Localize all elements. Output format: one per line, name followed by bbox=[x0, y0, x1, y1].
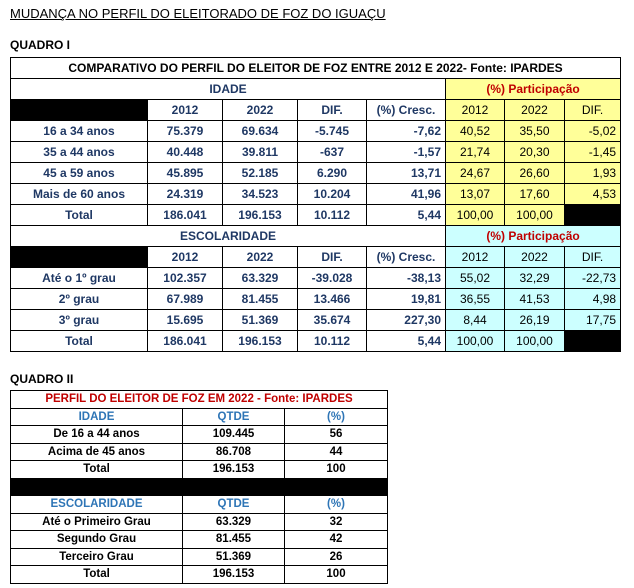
cell-p2022: 35,50 bbox=[505, 121, 565, 142]
cell-qtde: 63.329 bbox=[183, 513, 285, 531]
idade-participacao-header: (%) Participação bbox=[446, 79, 621, 100]
escolaridade-column-header-row bbox=[11, 247, 621, 268]
cell-2022: 69.634 bbox=[223, 121, 298, 142]
table-row bbox=[11, 289, 621, 310]
cell-pdif: 4,53 bbox=[565, 184, 621, 205]
row-label: 3º grau bbox=[11, 310, 148, 331]
cell-p2022: 100,00 bbox=[505, 331, 565, 352]
cell-dif: 10.112 bbox=[298, 331, 367, 352]
cell-qtde: 51.369 bbox=[183, 548, 285, 566]
cell-2012: 24.319 bbox=[148, 184, 223, 205]
cell-pdif: -1,45 bbox=[565, 142, 621, 163]
cell-2012: 186.041 bbox=[148, 205, 223, 226]
cell-dif: 10.112 bbox=[298, 205, 367, 226]
col-p2012: 2012 bbox=[446, 247, 505, 268]
quadro-2-title: PERFIL DO ELEITOR DE FOZ EM 2022 - Fonte: IPARDES bbox=[11, 391, 388, 409]
cell-dif: -39.028 bbox=[298, 268, 367, 289]
row-label: 16 a 34 anos bbox=[11, 121, 148, 142]
cell-p2012: 36,55 bbox=[446, 289, 505, 310]
cell-cresc: 13,71 bbox=[367, 163, 446, 184]
table-row bbox=[11, 443, 388, 461]
cell-p2012: 24,67 bbox=[446, 163, 505, 184]
col-2012: 2012 bbox=[148, 247, 223, 268]
cell-2022: 51.369 bbox=[223, 310, 298, 331]
row-label: Total bbox=[11, 461, 183, 479]
q2-col-pct: (%) bbox=[285, 408, 388, 426]
row-label: Até o Primeiro Grau bbox=[11, 513, 183, 531]
cell-p2012: 8,44 bbox=[446, 310, 505, 331]
col-2022: 2022 bbox=[223, 100, 298, 121]
cell-p2012: 100,00 bbox=[446, 205, 505, 226]
quadro-2-title-row bbox=[11, 391, 388, 409]
table-row bbox=[11, 163, 621, 184]
col-pdif: DIF. bbox=[565, 247, 621, 268]
cell-2022: 81.455 bbox=[223, 289, 298, 310]
cell-pct: 32 bbox=[285, 513, 388, 531]
cell-dif: 13.466 bbox=[298, 289, 367, 310]
cell-pdif: -5,02 bbox=[565, 121, 621, 142]
cell-p2012: 40,52 bbox=[446, 121, 505, 142]
cell-p2022: 26,19 bbox=[505, 310, 565, 331]
cell-p2012: 100,00 bbox=[446, 331, 505, 352]
table-row bbox=[11, 513, 388, 531]
cell-pct: 26 bbox=[285, 548, 388, 566]
row-label: Total bbox=[11, 566, 183, 584]
cell-2022: 39.811 bbox=[223, 142, 298, 163]
table-row bbox=[11, 310, 621, 331]
cell-cresc: 5,44 bbox=[367, 205, 446, 226]
cell-pdif: 17,75 bbox=[565, 310, 621, 331]
cell-cresc: 227,30 bbox=[367, 310, 446, 331]
quadro-2-label: QUADRO II bbox=[10, 372, 74, 386]
cell-2012: 15.695 bbox=[148, 310, 223, 331]
cell-cresc: -7,62 bbox=[367, 121, 446, 142]
cell-2012: 67.989 bbox=[148, 289, 223, 310]
escolaridade-participacao-header: (%) Participação bbox=[446, 226, 621, 247]
cell-dif: -637 bbox=[298, 142, 367, 163]
cell-qtde: 86.708 bbox=[183, 443, 285, 461]
cell-pct: 100 bbox=[285, 566, 388, 584]
document-title: MUDANÇA NO PERFIL DO ELEITORADO DE FOZ DO IGUAÇU bbox=[10, 6, 386, 21]
col-2022: 2022 bbox=[223, 247, 298, 268]
cell-pdif-blank bbox=[565, 331, 621, 352]
table-row bbox=[11, 121, 621, 142]
cell-2012: 102.357 bbox=[148, 268, 223, 289]
cell-2022: 196.153 bbox=[223, 331, 298, 352]
escolaridade-header-blank bbox=[11, 247, 148, 268]
quadro-1-title-row bbox=[11, 58, 621, 79]
escolaridade-section-row bbox=[11, 226, 621, 247]
cell-pdif: 1,93 bbox=[565, 163, 621, 184]
cell-pct: 100 bbox=[285, 461, 388, 479]
col-p2012: 2012 bbox=[446, 100, 505, 121]
cell-dif: 10.204 bbox=[298, 184, 367, 205]
q2-col-qtde: QTDE bbox=[183, 496, 285, 514]
cell-2012: 40.448 bbox=[148, 142, 223, 163]
cell-2022: 34.523 bbox=[223, 184, 298, 205]
quadro-1-label: QUADRO I bbox=[10, 38, 70, 52]
quadro-1-title: COMPARATIVO DO PERFIL DO ELEITOR DE FOZ ENTRE 2012 E 2022- Fonte: IPARDES bbox=[11, 58, 621, 79]
cell-cresc: -38,13 bbox=[367, 268, 446, 289]
idade-section-row bbox=[11, 79, 621, 100]
cell-qtde: 196.153 bbox=[183, 461, 285, 479]
q2-idade-total-row bbox=[11, 461, 388, 479]
idade-total-row bbox=[11, 205, 621, 226]
idade-header-blank bbox=[11, 100, 148, 121]
cell-pct: 56 bbox=[285, 426, 388, 444]
cell-p2022: 17,60 bbox=[505, 184, 565, 205]
row-label: 35 a 44 anos bbox=[11, 142, 148, 163]
quadro-2-table bbox=[10, 390, 388, 584]
q2-idade-header-row bbox=[11, 408, 388, 426]
cell-dif: 35.674 bbox=[298, 310, 367, 331]
cell-pdif: 4,98 bbox=[565, 289, 621, 310]
row-label: Total bbox=[11, 205, 148, 226]
table-row bbox=[11, 184, 621, 205]
cell-pdif: -22,73 bbox=[565, 268, 621, 289]
q2-col-pct: (%) bbox=[285, 496, 388, 514]
col-p2022: 2022 bbox=[505, 100, 565, 121]
cell-qtde: 81.455 bbox=[183, 531, 285, 549]
table-row bbox=[11, 531, 388, 549]
col-2012: 2012 bbox=[148, 100, 223, 121]
cell-pct: 42 bbox=[285, 531, 388, 549]
col-pdif: DIF. bbox=[565, 100, 621, 121]
q2-escolaridade-header-row bbox=[11, 496, 388, 514]
cell-cresc: -1,57 bbox=[367, 142, 446, 163]
q2-separator-row bbox=[11, 478, 388, 496]
cell-dif: -5.745 bbox=[298, 121, 367, 142]
row-label: Até o 1º grau bbox=[11, 268, 148, 289]
cell-dif: 6.290 bbox=[298, 163, 367, 184]
cell-pdif-blank bbox=[565, 205, 621, 226]
q2-col-escolaridade: ESCOLARIDADE bbox=[11, 496, 183, 514]
cell-2022: 52.185 bbox=[223, 163, 298, 184]
table-row bbox=[11, 268, 621, 289]
cell-2022: 63.329 bbox=[223, 268, 298, 289]
row-label: Segundo Grau bbox=[11, 531, 183, 549]
cell-cresc: 41,96 bbox=[367, 184, 446, 205]
cell-p2012: 21,74 bbox=[446, 142, 505, 163]
cell-2022: 196.153 bbox=[223, 205, 298, 226]
row-label: 2º grau bbox=[11, 289, 148, 310]
idade-column-header-row bbox=[11, 100, 621, 121]
cell-p2022: 32,29 bbox=[505, 268, 565, 289]
row-label: Total bbox=[11, 331, 148, 352]
q2-escolaridade-total-row bbox=[11, 566, 388, 584]
col-dif: DIF. bbox=[298, 100, 367, 121]
row-label: De 16 a 44 anos bbox=[11, 426, 183, 444]
cell-cresc: 19,81 bbox=[367, 289, 446, 310]
col-cresc: (%) Cresc. bbox=[367, 100, 446, 121]
cell-2012: 75.379 bbox=[148, 121, 223, 142]
quadro-1-table bbox=[10, 57, 621, 352]
cell-p2022: 100,00 bbox=[505, 205, 565, 226]
col-p2022: 2022 bbox=[505, 247, 565, 268]
cell-cresc: 5,44 bbox=[367, 331, 446, 352]
cell-p2022: 26,60 bbox=[505, 163, 565, 184]
row-label: Acima de 45 anos bbox=[11, 443, 183, 461]
cell-2012: 186.041 bbox=[148, 331, 223, 352]
escolaridade-section-header: ESCOLARIDADE bbox=[11, 226, 446, 247]
col-dif: DIF. bbox=[298, 247, 367, 268]
idade-section-header: IDADE bbox=[11, 79, 446, 100]
row-label: Terceiro Grau bbox=[11, 548, 183, 566]
cell-p2012: 13,07 bbox=[446, 184, 505, 205]
table-row bbox=[11, 548, 388, 566]
cell-pct: 44 bbox=[285, 443, 388, 461]
cell-p2022: 20,30 bbox=[505, 142, 565, 163]
row-label: Mais de 60 anos bbox=[11, 184, 148, 205]
row-label: 45 a 59 anos bbox=[11, 163, 148, 184]
table-row bbox=[11, 426, 388, 444]
cell-qtde: 196.153 bbox=[183, 566, 285, 584]
q2-col-idade: IDADE bbox=[11, 408, 183, 426]
cell-p2012: 55,02 bbox=[446, 268, 505, 289]
cell-p2022: 41,53 bbox=[505, 289, 565, 310]
col-cresc: (%) Cresc. bbox=[367, 247, 446, 268]
q2-black-separator bbox=[11, 478, 388, 496]
q2-col-qtde: QTDE bbox=[183, 408, 285, 426]
escolaridade-total-row bbox=[11, 331, 621, 352]
table-row bbox=[11, 142, 621, 163]
cell-qtde: 109.445 bbox=[183, 426, 285, 444]
cell-2012: 45.895 bbox=[148, 163, 223, 184]
